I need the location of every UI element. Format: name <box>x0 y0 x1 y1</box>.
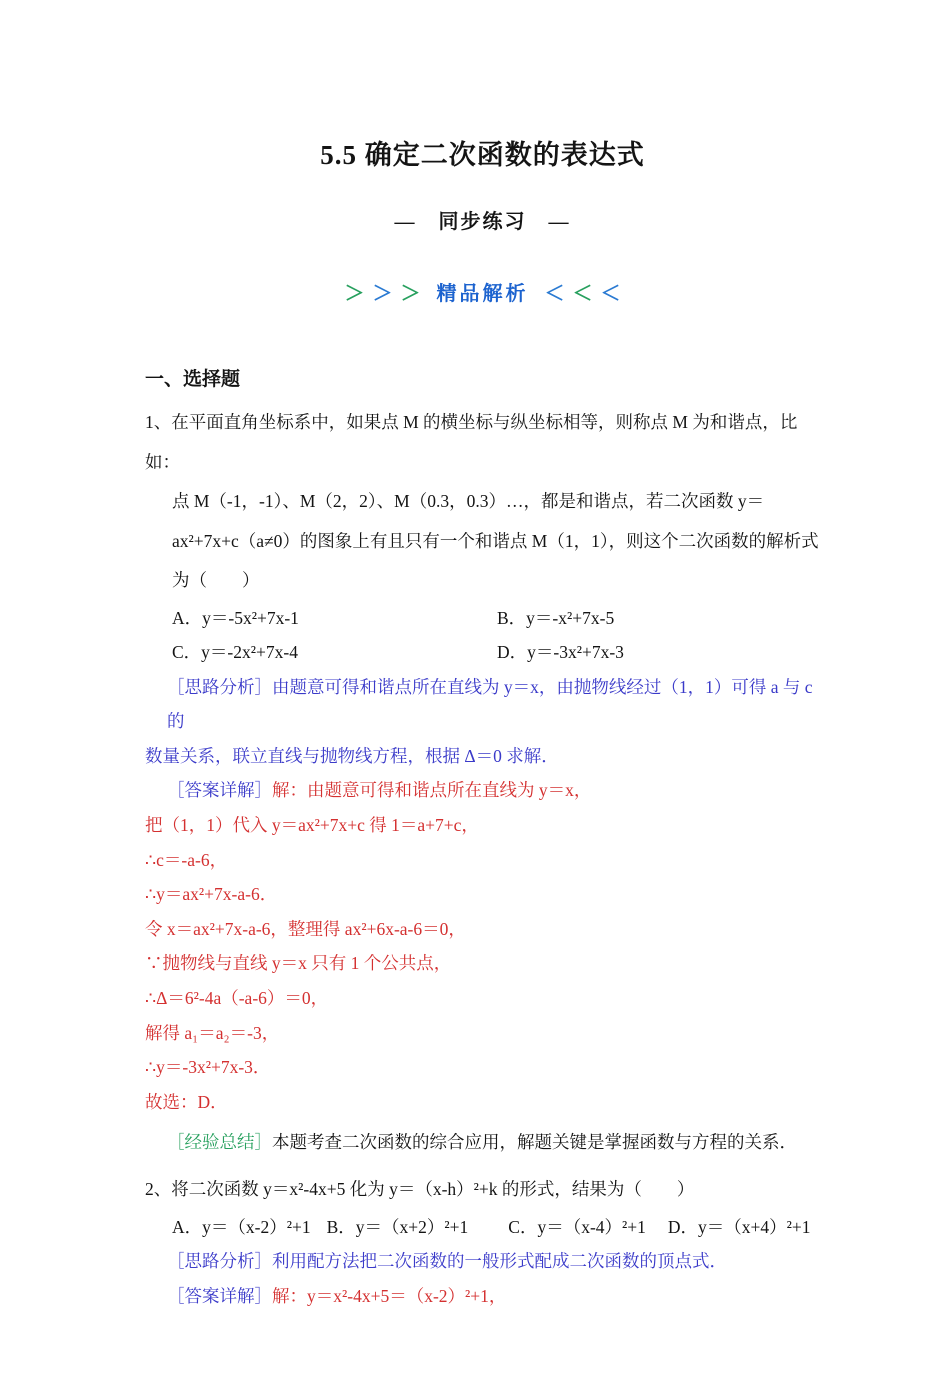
chevron-left-icon: ＜ <box>544 283 565 305</box>
q1-stem-line-2: 点 M（-1，-1）、M（2，2）、M（0.3，0.3）…，都是和谐点，若二次函数 y＝ <box>172 491 765 511</box>
answer-step: ∴y＝ax²+7x-a-6． <box>145 884 278 905</box>
q1-options-row-2 <box>145 635 820 670</box>
doc-subtitle: — 同步练习 — <box>394 211 571 233</box>
summary-label: ［经验总结］ <box>167 1132 272 1153</box>
q2-option-b: B．y＝（x+2）²+1 <box>326 1216 469 1237</box>
answer-label: ［答案详解］ <box>167 780 272 801</box>
question-2 <box>145 1170 820 1313</box>
answer-text: 解：由题意可得和谐点所在直线为 y＝x， <box>272 780 592 801</box>
q1-option-d: D．y＝-3x²+7x-3 <box>497 642 624 663</box>
answer-step: ∴Δ＝6²-4a（-a-6）＝0， <box>145 988 329 1009</box>
q2-stem-line: 2、将二次函数 y＝x²-4x+5 化为 y＝（x-h）²+k 的形式，结果为（ ） <box>145 1179 695 1199</box>
brand-banner <box>145 280 820 308</box>
q2-analysis-line <box>145 1244 820 1279</box>
analysis-label: ［思路分析］ <box>167 1251 272 1272</box>
answer-step: ∵抛物线与直线 y＝x 只有 1 个公共点， <box>145 953 452 974</box>
answer-step: 令 x＝ax²+7x-a-6，整理得 ax²+6x-a-6＝0， <box>145 918 466 939</box>
q1-stem-line-3: ax²+7x+c（a≠0）的图象上有且只有一个和谐点 M（1，1），则这个二次函数的解析式 <box>172 530 819 551</box>
doc-title: 5.5 确定二次函数的表达式 <box>320 140 645 170</box>
chevron-right-icon: ＞ <box>344 283 365 305</box>
analysis-label: ［思路分析］ <box>167 676 272 697</box>
section-heading-choice: 一、选择题 <box>145 369 241 390</box>
q1-option-b: B．y＝-x²+7x-5 <box>497 607 615 628</box>
q1-option-c: C．y＝-2x²+7x-4 <box>172 642 298 663</box>
q2-option-d: D．y＝（x+4）²+1 <box>667 1216 811 1237</box>
q1-analysis-line-2: 数量关系，联立直线与抛物线方程，根据 Δ＝0 求解． <box>145 745 559 766</box>
q1-analysis-line-1 <box>145 670 820 739</box>
question-1 <box>145 403 820 1160</box>
answer-step: ∴y＝-3x²+7x-3． <box>145 1057 271 1078</box>
q2-option-a: A．y＝（x-2）²+1 <box>172 1216 311 1237</box>
chevron-left-icon: ＜ <box>572 283 593 305</box>
answer-label: ［答案详解］ <box>167 1285 272 1306</box>
q1-stem-line-1: 1、在平面直角坐标系中，如果点 M 的横坐标与纵坐标相等，则称点 M 为和谐点，比如： <box>145 412 798 472</box>
answer-step: 故选：D． <box>145 1091 228 1112</box>
answer-text: 解：y＝x²-4x+5＝（x-2）²+1， <box>272 1285 507 1306</box>
q2-options-row <box>145 1210 820 1245</box>
summary-text: 本题考查二次函数的综合应用，解题关键是掌握函数与方程的关系． <box>272 1132 797 1153</box>
answer-step: 把（1，1）代入 y＝ax²+7x+c 得 1＝a+7+c， <box>145 815 479 836</box>
analysis-text: 由题意可得和谐点所在直线为 y＝x，由抛物线经过（1，1）可得 a 与 c 的 <box>167 676 813 732</box>
brand-label: 精品解析 <box>436 283 529 305</box>
q1-options-row-1 <box>145 601 820 636</box>
chevron-left-icon: ＜ <box>600 283 621 305</box>
chevron-right-icon: ＞ <box>400 283 421 305</box>
chevron-right-icon: ＞ <box>372 283 393 305</box>
q1-answer-line-1 <box>145 773 820 808</box>
answer-step: 解得 a₁＝a₂＝-3， <box>145 1022 280 1043</box>
analysis-text: 利用配方法把二次函数的一般形式配成二次函数的顶点式． <box>272 1251 727 1272</box>
q2-option-c: C．y＝（x-4）²+1 <box>508 1216 646 1237</box>
q2-answer-line <box>145 1279 820 1314</box>
q1-stem-line-4: 为（ ） <box>172 570 260 590</box>
answer-step: ∴c＝-a-6， <box>145 849 228 870</box>
q1-option-a: A．y＝-5x²+7x-1 <box>172 607 299 628</box>
q1-summary-line <box>145 1125 820 1160</box>
